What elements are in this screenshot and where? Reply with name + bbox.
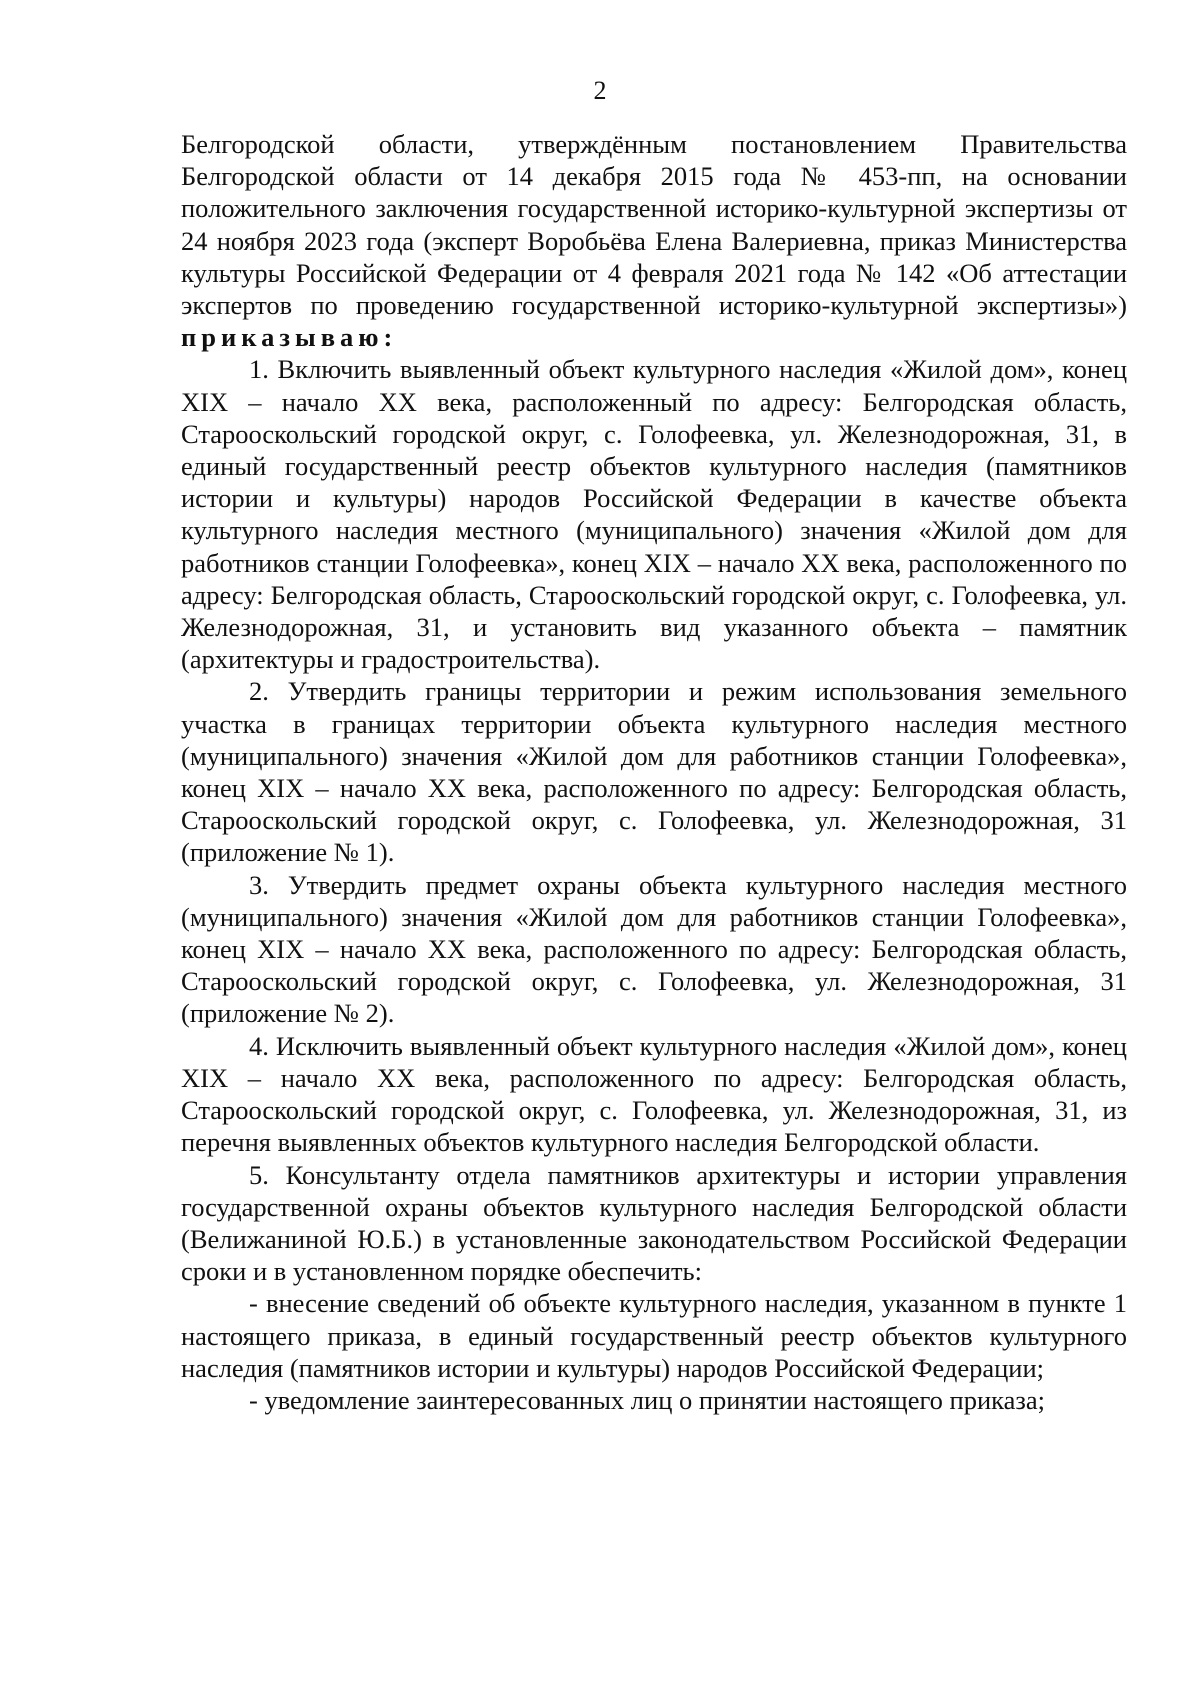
item-5-paragraph: 5. Консультанту отдела памятников архитектуры и истории управления государственной охраны объектов культурного наследия Белгородской области (Велижаниной Ю.Б.) в установленные законодательством Российской Федерации сроки и в установленном порядке обеспечить:: [181, 1159, 1127, 1287]
subitem-registry-entry: - внесение сведений об объекте культурного наследия, указанном в пункте 1 настоящего приказа, в единый государственный реестр объектов культурного наследия (памятников истории и культуры) народов Российской Федерации;: [181, 1288, 1127, 1383]
intro-text: Белгородской области, утверждённым постановлением Правительства Белгородской области от 14 декабря 2015 года № 453-пп, на основании положительного заключения государственной историко-культурной экспертизы от 24 ноября 2023 года (эксперт Воробьёва Елена Валериевна, приказ Министерства культуры Российской Федерации от 4 февраля 2021 года № 142 «Об аттестации экспертов по проведению государственной историко-культурной экспертизы»): [181, 129, 1127, 321]
intro-paragraph: [181, 128, 1127, 353]
document-body: [181, 128, 1127, 1416]
item-2-paragraph: 2. Утвердить границы территории и режим использования земельного участка в границах территории объекта культурного наследия местного (муниципального) значения «Жилой дом для работников станции Голофеевка», конец XIX – начало XX века, расположенного по адресу: Белгородская область, Старооскольский городской округ, с. Голофеевка, ул. Железнодорожная, 31 (приложение № 1).: [181, 676, 1127, 868]
item-4-paragraph: 4. Исключить выявленный объект культурного наследия «Жилой дом», конец XIX – начало XX века, расположенного по адресу: Белгородская область, Старооскольский городской округ, с. Голофеевка, ул. Железнодорожная, 31, из перечня выявленных объектов культурного наследия Белгородской области.: [181, 1030, 1127, 1158]
page-number: 2: [593, 76, 607, 105]
item-1-paragraph: 1. Включить выявленный объект культурного наследия «Жилой дом», конец XIX – начало XX века, расположенный по адресу: Белгородская область, Старооскольский городской округ, с. Голофеевка, ул. Железнодорожная, 31, в единый государственный реестр объектов культурного наследия (памятников истории и культуры) народов Российской Федерации в качестве объекта культурного наследия местного (муниципального) значения «Жилой дом для работников станции Голофеевка», конец XIX – начало XX века, расположенного по адресу: Белгородская область, Старооскольский городской округ, с. Голофеевка, ул. Железнодорожная, 31, и установить вид указанного объекта – памятник (архитектуры и градостроительства).: [181, 354, 1127, 675]
order-word: приказываю:: [181, 322, 398, 353]
item-3-paragraph: 3. Утвердить предмет охраны объекта культурного наследия местного (муниципального) значения «Жилой дом для работников станции Голофеевка», конец XIX – начало XX века, расположенного по адресу: Белгородская область, Старооскольский городской округ, с. Голофеевка, ул. Железнодорожная, 31 (приложение № 2).: [181, 869, 1127, 1029]
subitem-notification: - уведомление заинтересованных лиц о принятии настоящего приказа;: [249, 1384, 1045, 1415]
